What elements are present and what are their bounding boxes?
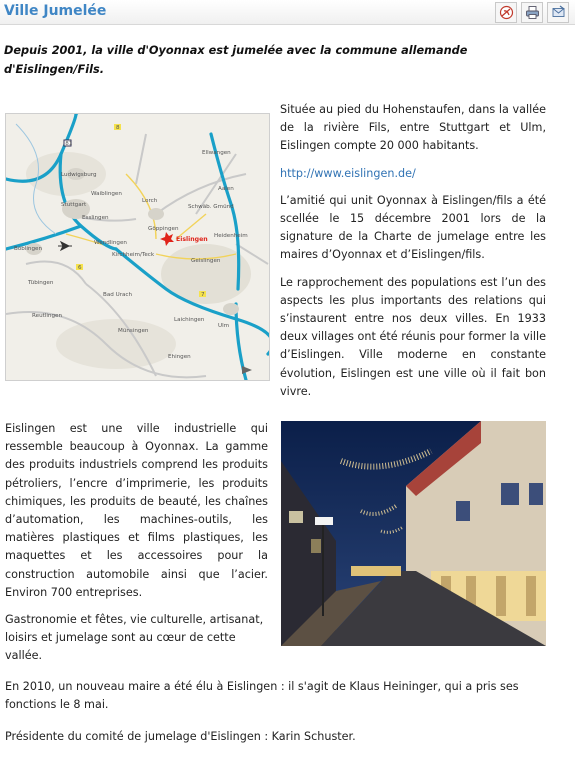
map-label-ehingen: Ehingen xyxy=(168,354,191,360)
map-label-ludwigsburg: Ludwigsburg xyxy=(61,172,97,178)
map-label-heidenheim: Heidenheim xyxy=(214,233,248,239)
intro-text: Depuis 2001, la ville d'Oyonnax est jumelée avec la commune allemande d'Eislingen/Fils. xyxy=(4,44,468,76)
paragraph-mayor: En 2010, un nouveau maire a été élu à Eislingen : il s'agit de Klaus Heininger, qui a pris ses fonctions le 8 mai. xyxy=(5,680,519,712)
paragraph-location: Située au pied du Hohenstaufen, dans la vallée de la rivière Fils, entre Stuttgart et Ulm, Eislingen compte 20 000 habitants. xyxy=(280,103,546,153)
map-label-tubingen: Tübingen xyxy=(28,280,54,286)
pdf-button[interactable] xyxy=(495,2,517,23)
map-label-laichingen: Laichingen xyxy=(174,317,205,323)
map-label-ulm: Ulm xyxy=(218,323,230,329)
region-map xyxy=(5,113,270,381)
map-label-ellwangen: Ellwangen xyxy=(202,150,231,156)
eislingen-link[interactable]: http://www.eislingen.de/ xyxy=(280,166,416,180)
map-label-eislingen: Eislingen xyxy=(176,236,208,243)
paragraph-president: Présidente du comité de jumelage d'Eislingen : Karin Schuster. xyxy=(5,729,356,743)
night-street-photo xyxy=(281,421,546,646)
print-button[interactable] xyxy=(521,2,543,23)
map-label-goppingen: Göppingen xyxy=(148,226,179,232)
map-label-lorch: Lorch xyxy=(142,198,158,204)
toolbar xyxy=(495,2,569,23)
right-column xyxy=(280,101,546,410)
page-header xyxy=(0,0,575,25)
map-label-munsingen: Münsingen xyxy=(118,328,149,334)
paragraph-friendship: L’amitié qui unit Oyonnax à Eislingen/fils a été scellée le 15 décembre 2001 lors de la signature de la Charte de jumelage entre les maires d’Oyonnax et d’Eislingen/fils. xyxy=(280,193,546,262)
left-column xyxy=(5,420,268,675)
map-label-schwgmund: Schwäb. Gmünd xyxy=(188,204,234,210)
map-label-a6: 6 xyxy=(78,265,82,271)
map-label-geislingen: Geislingen xyxy=(191,258,221,264)
map-label-a81: 81 xyxy=(65,140,73,147)
paragraph-culture: Gastronomie et fêtes, vie culturelle, artisanat, loisirs et jumelage sont au cœur de cette vallée. xyxy=(5,613,264,663)
email-button[interactable] xyxy=(547,2,569,23)
map-label-stuttgart: Stuttgart xyxy=(61,202,87,208)
map-label-wendlingen: Wendlingen xyxy=(94,240,127,246)
page-title: Ville Jumelée xyxy=(4,3,107,19)
map-label-boblingen: Böblingen xyxy=(14,246,43,252)
map-label-reutlingen: Reutlingen xyxy=(32,313,63,319)
bottom-text xyxy=(5,678,550,759)
map-label-kirchheim: Kirchheim/Teck xyxy=(112,252,155,258)
email-icon xyxy=(551,5,566,20)
map-label-waiblingen: Waiblingen xyxy=(91,191,122,197)
paragraph-rapprochement: Le rapprochement des populations est l’un des aspects les plus importants des relations qui s’instaurent entre nos deux villes. En 1933 deux villages ont été réunis pour former la ville d’Eislingen. Ville moderne en constante évolution, Eislingen est une ville où il fait bon vivre. xyxy=(280,275,546,398)
map-label-a8: 8 xyxy=(116,125,120,131)
map-label-aalen: Aalen xyxy=(218,186,234,192)
map-label-badurach: Bad Urach xyxy=(103,292,133,298)
pdf-icon xyxy=(499,5,514,20)
paragraph-industry: Eislingen est une ville industrielle qui ressemble beaucoup à Oyonnax. La gamme des produits industriels comprend les produits pétroliers, l’encre d’imprimerie, les produits chimiques, les produits de beauté, les chaînes d’automation, les machines-outils, les matières plastiques et films plastiques, les maquettes et les accessoires pour la construction automobile ainsi que l’acier. Environ 700 entreprises. xyxy=(5,422,268,599)
map-label-a7: 7 xyxy=(201,292,205,298)
print-icon xyxy=(525,5,540,20)
map-label-esslingen: Esslingen xyxy=(82,215,109,221)
